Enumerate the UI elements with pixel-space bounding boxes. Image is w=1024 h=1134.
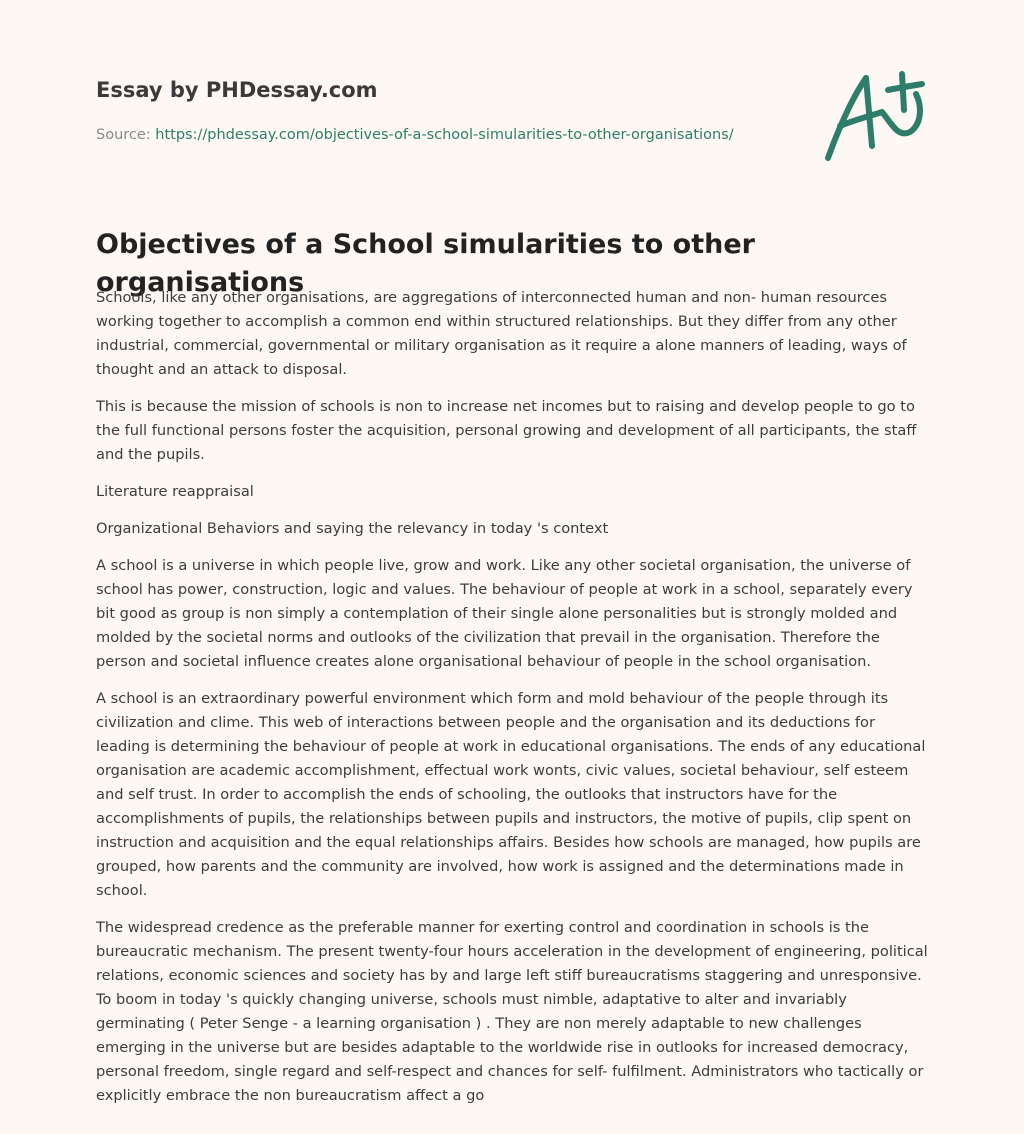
source-label: Source:: [96, 127, 156, 143]
source-line: [96, 125, 796, 145]
essay-paragraph: This is because the mission of schools is non to increase net incomes but to raising and develop people to go to the full functional persons foster the acquisition, personal growing and development of all participants, the staff and the pupils.: [96, 398, 917, 463]
essay-paragraph: The widespread credence as the preferable manner for exerting control and coordination in schools is the bureaucratic mechanism. The present twenty-four hours acceleration in the development of engineering, political relations, economic sciences and society has by and large left stiff bureaucratisms staggering and unresponsive. To boom in today 's quickly changing universe, schools must nimble, adaptative to alter and invariably germinating ( Peter Senge - a learning organisation ) . They are non merely adaptable to new challenges emerging in the universe but are besides adaptable to the worldwide rise in outlooks for increased democracy, personal freedom, single regard and self-respect and chances for self- fulfilment. Administrators who tactically or explicitly embrace the non bureaucratism affect a go: [96, 919, 928, 1104]
site-brand: Essay by PHDessay.com: [96, 78, 378, 102]
essay-header: [96, 76, 796, 145]
essay-paragraph: A school is a universe in which people live, grow and work. Like any other societal organisation, the universe of school has power, construction, logic and values. The behaviour of people at work in a school, separately every bit good as group is non simply a contemplation of their single alone personalities but is strongly molded and molded by the societal norms and outlooks of the civilization that prevail in the organisation. Therefore the person and societal influence creates alone organisational behaviour of people in the school organisation.: [96, 557, 913, 670]
essay-paragraph: Literature reappraisal: [96, 483, 254, 500]
essay-paragraph: A school is an extraordinary powerful environment which form and mold behaviour of the people through its civilization and clime. This web of interactions between people and the organisation and its deductions for leading is determining the behaviour of people at work in educational organisations. The ends of any educational organisation are academic accomplishment, effectual work wonts, civic values, societal behaviour, self esteem and self trust. In order to accomplish the ends of schooling, the outlooks that instructors have for the accomplishments of pupils, the relationships between pupils and instructors, the motive of pupils, clip spent on instruction and acquisition and the equal relationships affairs. Besides how schools are managed, how pupils are grouped, how parents and the community are involved, how work is assigned and the determinations made in school.: [96, 690, 926, 899]
source-link[interactable]: https://phdessay.com/objectives-of-a-school-simularities-to-other-organisations/: [155, 127, 734, 143]
essay-paragraph: Organizational Behaviors and saying the relevancy in today 's context: [96, 520, 609, 537]
a-plus-grade-icon: [818, 64, 930, 164]
essay-paragraph: Schools, like any other organisations, are aggregations of interconnected human and non- human resources working together to accomplish a common end within structured relationships. But they differ from any other industrial, commercial, governmental or military organisation as it require a alone manners of leading, ways of thought and an attack to disposal.: [96, 289, 907, 378]
essay-title: Objectives of a School simularities to other organisations: [96, 229, 755, 298]
essay-body: [96, 286, 932, 1121]
